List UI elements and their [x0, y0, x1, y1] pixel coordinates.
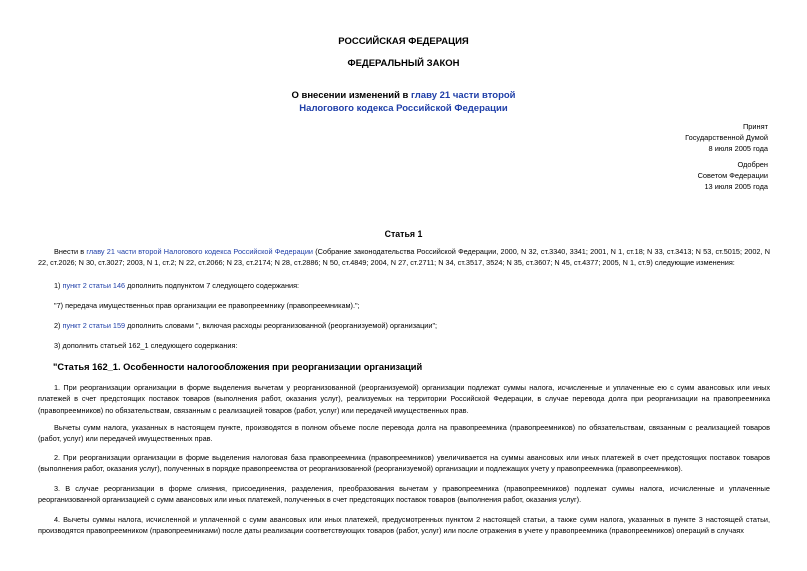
article-162-1-p2: Вычеты сумм налога, указанных в настоящем пункте, производятся в полном объеме после перевода долга на правопреемника (правопреемников) по обязательствам, связанным с реализацией товаров (работ, услуг) или передачей имущественных прав. [38, 423, 770, 444]
item-1-link[interactable]: пункт 2 статьи 146 [62, 281, 126, 290]
article-1-intro [38, 246, 770, 269]
article-162-1-p1: 1. При реорганизации организации в форме выделения вычетам у реорганизованной (реорганизуемой) организации подлежат суммы налога, исчисленные и уплаченные ею с сумм авансовых или иных платежей в счет предстоящих поставок товаров (выполнения работ, оказания услуг), реализуемых на территории Российской Федерации, в случае перевода долга при реорганизации на правопреемника (правопреемников) по обязательствам, связанным с реализацией товаров (работ, услуг) или передачей имущественных прав. [38, 383, 770, 415]
article-162-1-p5: 4. Вычеты суммы налога, исчисленной и уплаченной с сумм авансовых или иных платежей, предусмотренных пунктом 2 настоящей статьи, а также сумм налога, указанных в пункте 3 настоящей статьи, производятся правопреемником (правопреемниками) после даты реализации соответствующих товаров (работ, услуг) или после отражения в учете у правопреемника (правопреемников) операций в случаях [38, 515, 770, 536]
adopted-body: Государственной Думой [685, 133, 768, 142]
article-162-1-p4: 3. В случае реорганизации в форме слияния, присоединения, разделения, преобразования вычетам у правопреемника (правопреемников) подлежат суммы налога, исчисленные и уплаченные реорганизованной организацией с сумм авансовых или иных платежей, полученных в счет предстоящих поставок товаров (выполнения работ, оказания услуг). [38, 484, 770, 505]
item-1-quote: "7) передача имущественных прав организации ее правопреемнику (правопреемникам)."; [54, 301, 360, 310]
document-title [0, 89, 807, 115]
article-162-1-heading: "Статья 162_1. Особенности налогообложения при реорганизации организаций [53, 362, 423, 372]
item-2 [54, 321, 437, 330]
approved-date: 13 июля 2005 года [704, 182, 768, 191]
intro-code-link[interactable]: Налогового кодекса Российской Федерации [163, 247, 313, 256]
document-title-line1 [0, 89, 807, 102]
title-text: О внесении изменений в [291, 90, 412, 101]
article-1-heading: Статья 1 [384, 229, 423, 239]
document-law-type: ФЕДЕРАЛЬНЫЙ ЗАКОН [347, 58, 460, 69]
intro-text: Внести в [54, 247, 87, 256]
adopted-label: Принят [742, 122, 768, 131]
item-1 [54, 281, 299, 290]
document-country: РОССИЙСКАЯ ФЕДЕРАЦИЯ [338, 36, 469, 47]
item-3: 3) дополнить статьей 162_1 следующего содержания: [54, 341, 238, 350]
approved-block [698, 159, 768, 192]
title-chapter-link[interactable]: главу 21 части второй [411, 90, 516, 101]
title-code-link[interactable]: Налогового кодекса Российской Федерации [299, 103, 508, 114]
item-1-number: 1) [54, 281, 63, 290]
intro-chapter-link[interactable]: главу 21 части второй [86, 247, 162, 256]
intro-citation: (Собрание законодательства Российской Федерации, 2000, N 32, ст.3340, 3341; 2001, N 1, ст.18; N 33, ст.3413; N 53, ст.5015; 2002, N 22, ст.2026; N 30, ст.3027; 2003, N 1, ст.2; N 22, ст.2066; N 23, ст.2174; N 28, ст.2886; N 50, ст.4849; 2004, N 27, ст.2711; N 34, ст.3517, 3524; N 35, ст.3607; N 45, ст.4377; 2005, N 1, ст.9) следующие изменения: [38, 247, 770, 268]
item-2-link[interactable]: пункт 2 статьи 159 [62, 321, 126, 330]
article-162-1-p3: 2. При реорганизации организации в форме выделения налоговая база правопреемника (правопреемников) увеличивается на суммы авансовых или иных платежей в счет предстоящих поставок товаров (выполнения работ, оказания услуг), полученных в порядке правопреемства от реорганизованной (реорганизуемой) организации и подлежащих учету у правопреемника (правопреемников). [38, 453, 770, 474]
adopted-block [685, 121, 768, 154]
approved-label: Одобрен [737, 160, 768, 169]
item-1-text: дополнить подпунктом 7 следующего содержания: [125, 281, 300, 290]
item-2-text: дополнить словами ", включая расходы реорганизованной (реорганизуемой) организации"; [125, 321, 438, 330]
approved-body: Советом Федерации [697, 171, 768, 180]
adopted-date: 8 июля 2005 года [708, 144, 768, 153]
item-2-number: 2) [54, 321, 63, 330]
